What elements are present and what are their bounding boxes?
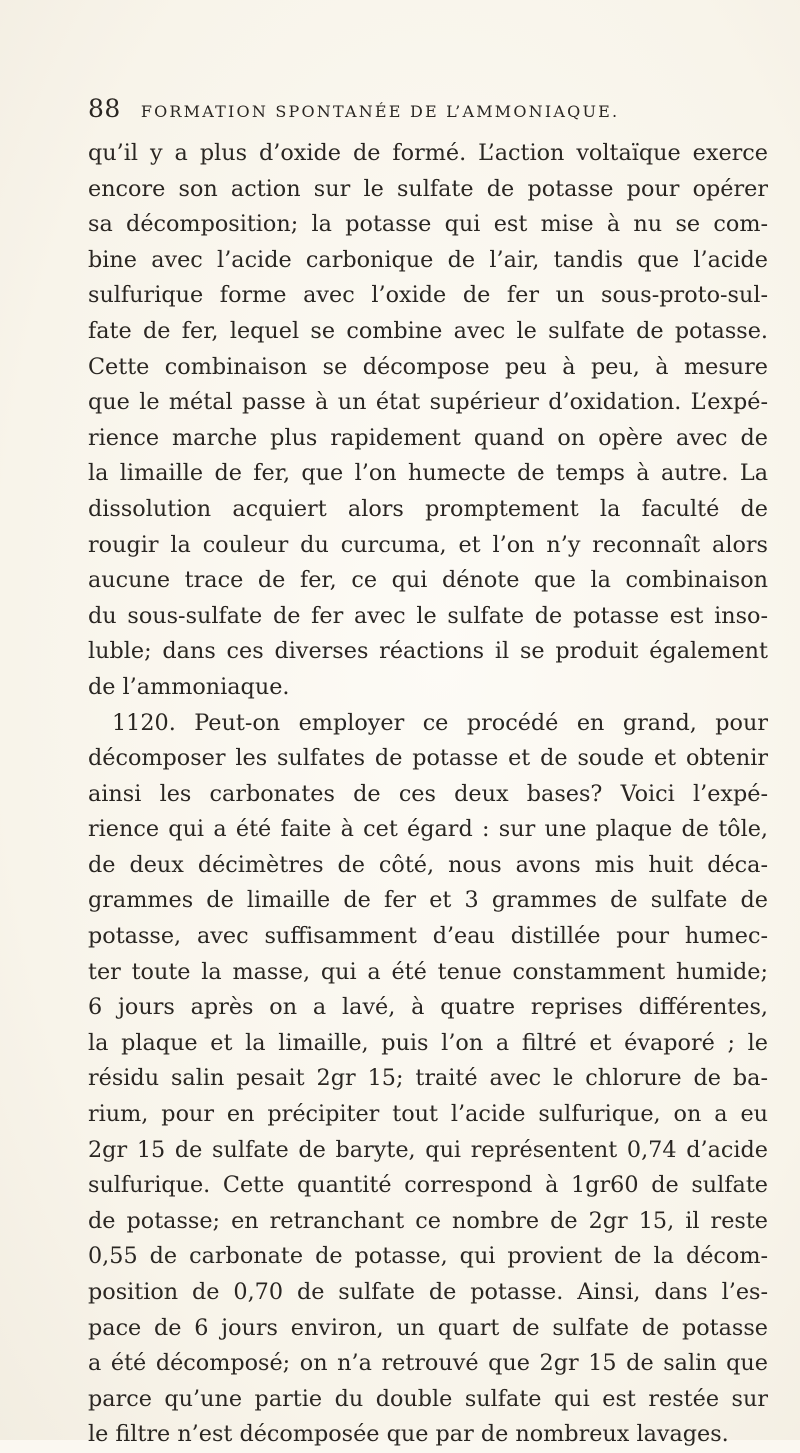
text-line: rience qui a été faite à cet égard : sur une plaque de tôle, bbox=[88, 816, 768, 843]
text-line: sulfurique. Cette quantité correspond à 1gr60 de sulfate bbox=[88, 1172, 768, 1199]
text-line: résidu salin pesait 2gr 15; traité avec le chlorure de ba- bbox=[88, 1065, 768, 1092]
text-line: la limaille de fer, que l’on humecte de temps à autre. La bbox=[88, 460, 768, 487]
text-line: sa décomposition; la potasse qui est mise à nu se com- bbox=[88, 211, 768, 238]
text-line: ter toute la masse, qui a été tenue constamment humide; bbox=[88, 958, 768, 985]
text-line: décomposer les sulfates de potasse et de soude et obtenir bbox=[88, 745, 768, 772]
text-line: 6 jours après on a lavé, à quatre reprises différentes, bbox=[88, 994, 768, 1021]
text-line: du sous-sulfate de fer avec le sulfate de potasse est inso- bbox=[88, 602, 768, 629]
text-line: dissolution acquiert alors promptement la faculté de bbox=[88, 495, 768, 522]
text-line: encore son action sur le sulfate de potasse pour opérer bbox=[88, 175, 768, 202]
text-line: aucune trace de fer, ce qui dénote que la combinaison bbox=[88, 567, 768, 594]
text-line: rience marche plus rapidement quand on opère avec de bbox=[88, 424, 768, 451]
running-title: FORMATION SPONTANÉE DE L’AMMONIAQUE. bbox=[140, 102, 620, 121]
text-line: fate de fer, lequel se combine avec le sulfate de potasse. bbox=[88, 317, 768, 344]
text-line: rium, pour en précipiter tout l’acide sulfurique, on a eu bbox=[88, 1101, 768, 1128]
text-line: la plaque et la limaille, puis l’on a filtré et évaporé ; le bbox=[88, 1029, 768, 1056]
text-line: potasse, avec suffisamment d’eau distillée pour humec- bbox=[88, 923, 768, 950]
text-line: 0,55 de carbonate de potasse, qui provient de la décom- bbox=[88, 1243, 768, 1270]
text-line: luble; dans ces diverses réactions il se produit également bbox=[88, 638, 768, 665]
text-line: de deux décimètres de côté, nous avons mis huit déca- bbox=[88, 851, 768, 878]
text-line: sulfurique forme avec l’oxide de fer un sous-proto-sul- bbox=[88, 282, 768, 309]
text-line: de l’ammoniaque. bbox=[88, 673, 290, 700]
text-line: qu’il y a plus d’oxide de formé. L’action voltaïque exerce bbox=[88, 140, 768, 166]
text-line: Cette combinaison se décompose peu à peu, à mesure bbox=[88, 353, 768, 380]
text-line: parce qu’une partie du double sulfate qui est restée sur bbox=[88, 1385, 768, 1412]
text-line: ainsi les carbonates de ces deux bases? Voici l’expé- bbox=[88, 780, 768, 807]
text-line: le filtre n’est décomposée que par de nombreux lavages. bbox=[88, 1421, 729, 1448]
text-line: position de 0,70 de sulfate de potasse. Ainsi, dans l’es- bbox=[88, 1279, 768, 1305]
text-line: 1120. Peut-on employer ce procédé en grand, pour bbox=[112, 709, 768, 736]
body-text bbox=[88, 136, 768, 1453]
text-line: de potasse; en retranchant ce nombre de 2gr 15, il reste bbox=[88, 1207, 768, 1234]
text-line: 2gr 15 de sulfate de baryte, qui représentent 0,74 d’acide bbox=[88, 1136, 768, 1163]
text-line: pace de 6 jours environ, un quart de sulfate de potasse bbox=[88, 1314, 768, 1341]
text-line: bine avec l’acide carbonique de l’air, tandis que l’acide bbox=[88, 246, 768, 273]
text-line: que le métal passe à un état supérieur d’oxidation. L’expé- bbox=[88, 389, 768, 416]
text-line: grammes de limaille de fer et 3 grammes de sulfate de bbox=[88, 887, 768, 914]
page-header bbox=[88, 94, 788, 134]
text-line: a été décomposé; on n’a retrouvé que 2gr 15 de salin que bbox=[88, 1350, 768, 1377]
page-number: 88 bbox=[88, 94, 121, 123]
text-line: rougir la couleur du curcuma, et l’on n’y reconnaît alors bbox=[88, 531, 768, 558]
